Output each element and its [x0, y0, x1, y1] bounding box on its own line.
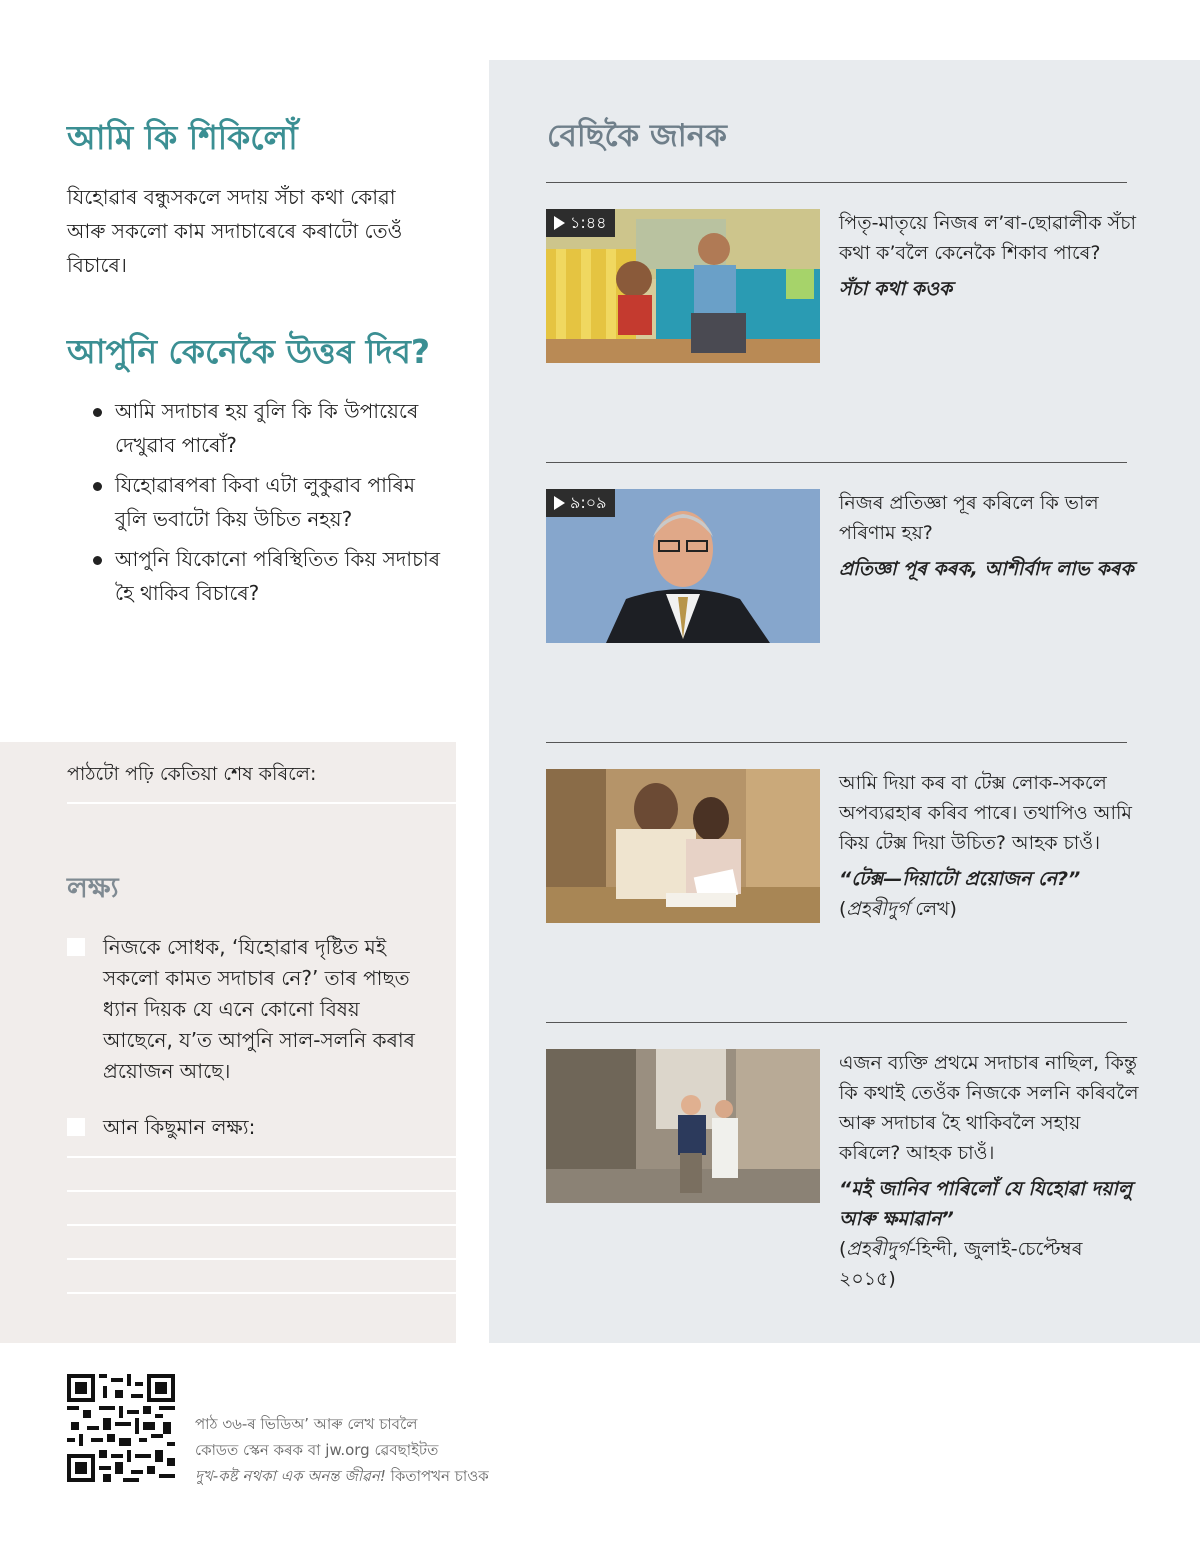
article-title[interactable]: “মই জানিব পাৰিলোঁ যে যিহোৱা দয়ালু আৰু ক্ষমাৱান”: [839, 1178, 1133, 1230]
checkbox-icon[interactable]: [67, 1118, 85, 1136]
article-thumbnail[interactable]: [546, 769, 820, 923]
footer-text: পাঠ ৩৬-ৰ ভিডিঅ’ আৰু লেখ চাবলৈ কোডত স্কেন কৰক বা jw.org ৱেবছাইটত দুখ-কষ্ট নথকা এক অনন্ত জীৱন! কিতাপখন চাওক: [195, 1415, 489, 1485]
divider: [546, 462, 1127, 463]
date-line[interactable]: [67, 802, 456, 804]
feature-text: এজন ব্যক্তি প্ৰথমে সদাচাৰ নাছিল, কিন্তু কি কথাই তেওঁক নিজকে সলনি কৰিবলৈ আৰু সদাচাৰ হৈ থাকিবলৈ সহায় কৰিলে? আহক চাওঁ। “মই জানিব পাৰিলোঁ যে যিহোৱা দয়ালু আৰু ক্ষমাৱান” (প্ৰহৰীদুৰ্গ-হিন্দী, জুলাই-চেপ্টেম্বৰ ২০১৫): [839, 1048, 1139, 1294]
discover-heading: বেছিকৈ জানক: [547, 118, 727, 154]
bullet-icon: [93, 482, 102, 491]
play-icon: [554, 496, 565, 510]
bullet-icon: [93, 408, 102, 417]
finished-date-label: পাঠটো পঢ়ি কেতিয়া শেষ কৰিলে:: [67, 763, 317, 785]
duration-badge: ১:৪৪: [546, 209, 615, 237]
feature-text: পিতৃ-মাতৃয়ে নিজৰ ল’ৰা-ছোৱালীক সঁচা কথা ক’বলৈ কেনেকৈ শিকাব পাৰে? সঁচা কথা কওক: [839, 208, 1139, 304]
video-thumbnail[interactable]: [546, 209, 820, 363]
bullet-icon: [93, 556, 102, 565]
goal-line[interactable]: [67, 1258, 456, 1260]
goal-item: আন কিছুমান লক্ষ্য:: [67, 1112, 427, 1143]
goal-line[interactable]: [67, 1156, 456, 1158]
play-icon: [554, 216, 565, 230]
article-source: (প্ৰহৰীদুৰ্গ লেখ): [839, 898, 957, 920]
divider: [546, 182, 1127, 183]
video-thumbnail[interactable]: [546, 489, 820, 643]
goal-line[interactable]: [67, 1292, 456, 1294]
goal-heading: লক্ষ্য: [67, 871, 119, 904]
article-title[interactable]: “টেক্স—দিয়াটো প্ৰয়োজন নে?”: [839, 868, 1081, 890]
list-item: আমি সদাচাৰ হয় বুলি কি কি উপায়েৰে দেখুৱাব পাৰোঁ?: [85, 394, 445, 462]
learned-text: যিহোৱাৰ বন্ধুসকলে সদায় সঁচা কথা কোৱা আৰু সকলো কাম সদাচাৰেৰে কৰাটো তেওঁ বিচাৰে।: [67, 185, 403, 277]
checkbox-icon[interactable]: [67, 938, 85, 956]
feature-text: নিজৰ প্ৰতিজ্ঞা পূৰ কৰিলে কি ভাল পৰিণাম হয়? প্ৰতিজ্ঞা পূৰ কৰক, আশীৰ্বাদ লাভ কৰক: [839, 488, 1139, 584]
answer-heading: আপুনি কেনেকৈ উত্তৰ দিব?: [67, 332, 431, 371]
couple-taxes-image: [546, 769, 820, 923]
goal-line[interactable]: [67, 1190, 456, 1192]
question-list: [85, 394, 445, 616]
list-item: যিহোৱাৰপৰা কিবা এটা লুকুৱাব পাৰিম বুলি ভবাটো কিয় উচিত নহয়?: [85, 468, 445, 536]
learned-heading: আমি কি শিকিলোঁ: [67, 118, 298, 157]
article-source: (প্ৰহৰীদুৰ্গ-হিন্দী, জুলাই-চেপ্টেম্বৰ ২০১৫): [839, 1238, 1083, 1290]
video-title[interactable]: সঁচা কথা কওক: [839, 278, 953, 300]
video-title[interactable]: প্ৰতিজ্ঞা পূৰ কৰক, আশীৰ্বাদ লাভ কৰক: [839, 558, 1134, 580]
duration-badge: ৯:০৯: [546, 489, 615, 517]
goal-item: নিজকে সোধক, ‘যিহোৱাৰ দৃষ্টিত মই সকলো কামত সদাচাৰ নে?’ তাৰ পাছত ধ্যান দিয়ক যে এনে কোনো বিষয় আছেনে, য’ত আপুনি সাল-সলনি কৰাৰ প্ৰয়োজন আছে।: [67, 932, 427, 1087]
street-couple-image: [546, 1049, 820, 1203]
list-item: আপুনি যিকোনো পৰিস্থিতিত কিয় সদাচাৰ হৈ থাকিব বিচাৰে?: [85, 542, 445, 610]
divider: [546, 742, 1127, 743]
feature-text: আমি দিয়া কৰ বা টেক্স লোক-সকলে অপব্যৱহাৰ কৰিব পাৰে। তথাপিও আমি কিয় টেক্স দিয়া উচিত? আহক চাওঁ। “টেক্স—দিয়াটো প্ৰয়োজন নে?” (প্ৰহৰীদুৰ্গ লেখ): [839, 768, 1139, 924]
divider: [546, 1022, 1127, 1023]
goal-line[interactable]: [67, 1224, 456, 1226]
qr-code-icon[interactable]: [67, 1374, 175, 1482]
article-thumbnail[interactable]: [546, 1049, 820, 1203]
